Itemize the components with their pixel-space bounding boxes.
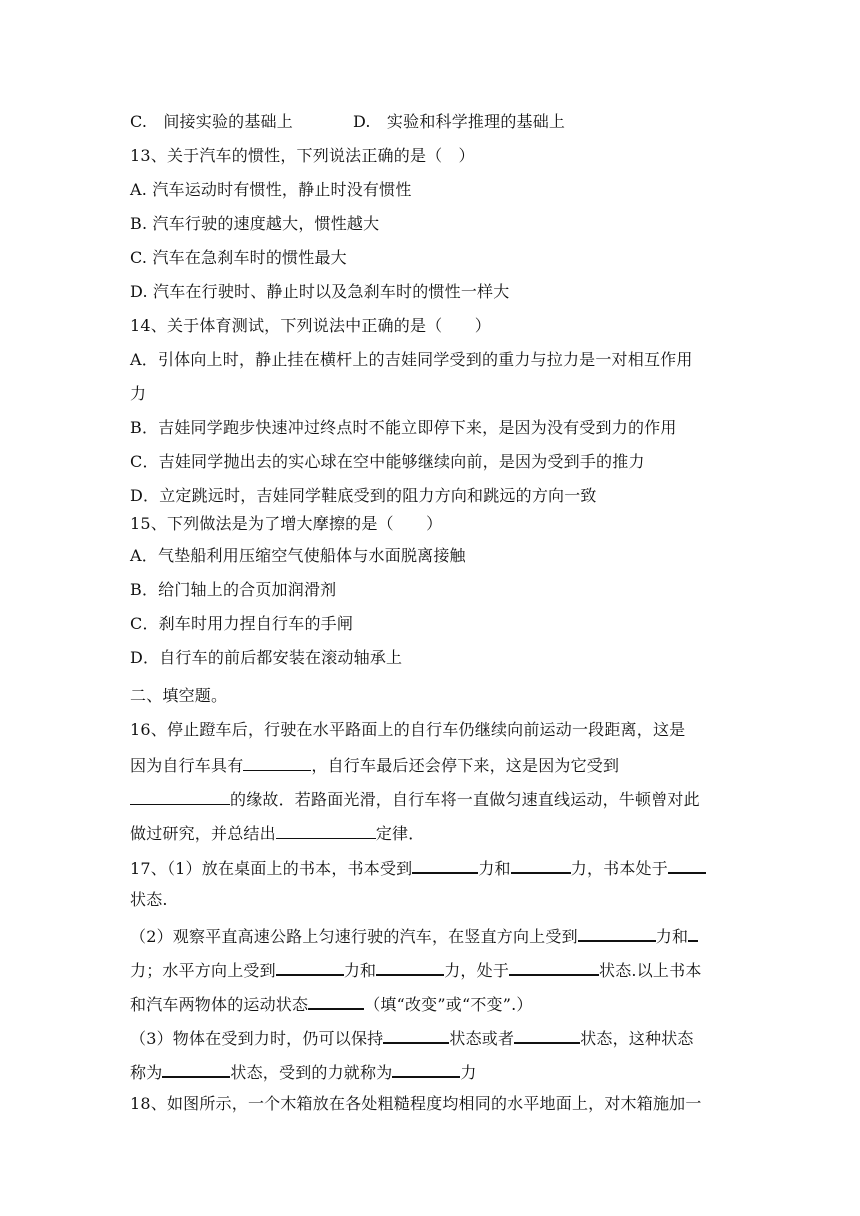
blank-17-2[interactable] (511, 856, 571, 874)
blank-17-11[interactable] (514, 1026, 580, 1044)
q14-option-b: B．吉娃同学跑步快速冲过终点时不能立即停下来，是因为没有受到力的作用 (130, 418, 677, 437)
question-17-part3-line1: （3）物体在受到力时，仍可以保持 状态或者 状态，这种状态 (130, 1026, 694, 1049)
question-17-part3-line2: 称为 状态，受到的力就称为 力 (130, 1060, 477, 1083)
blank-17-13[interactable] (392, 1060, 460, 1078)
blank-16-1[interactable] (243, 754, 311, 771)
option-c: C. 间接实验的基础上 (130, 112, 293, 131)
q12-options-cd (130, 112, 565, 132)
question-16-line3: 的缘故．若路面光滑，自行车将一直做匀速直线运动，牛顿曾对此 (130, 788, 700, 810)
blank-16-3[interactable] (276, 822, 376, 839)
q13-option-d: D. 汽车在行驶时、静止时以及急刹车时的惯性一样大 (130, 282, 510, 301)
blank-17-1[interactable] (412, 856, 478, 874)
q15-option-b: B．给门轴上的合页加润滑剂 (130, 580, 337, 599)
blank-17-7[interactable] (376, 958, 444, 976)
q14-option-c: C．吉娃同学抛出去的实心球在空中能够继续向前，是因为受到手的推力 (130, 452, 645, 471)
question-16-line1: 16、停止蹬车后，行驶在水平路面上的自行车仍继续向前运动一段距离，这是 (130, 720, 686, 739)
q15-option-a: A．气垫船利用压缩空气使船体与水面脱离接触 (130, 546, 466, 565)
question-15: 15、下列做法是为了增大摩擦的是（ ） (130, 514, 443, 533)
blank-17-10[interactable] (383, 1026, 449, 1044)
q15-option-d: D．自行车的前后都安装在滚动轴承上 (130, 648, 403, 667)
q14-option-a-line2: 力 (130, 384, 147, 403)
blank-17-3[interactable] (668, 856, 706, 874)
blank-17-4[interactable] (578, 924, 656, 942)
section-2-heading: 二、填空题。 (130, 686, 228, 705)
question-16-line2: 因为自行车具有 ，自行车最后还会停下来，这是因为它受到 (130, 756, 620, 775)
question-17-line2: 状态. (130, 890, 168, 909)
question-13: 13、关于汽车的惯性，下列说法正确的是（ ） (130, 146, 475, 165)
question-16-line4: 做过研究，并总结出 定律． (130, 824, 425, 843)
question-17-part2-line2: 力；水平方向上受到 力和 力，处于 状态.以上书本 (130, 958, 702, 981)
question-18-line1: 18、如图所示，一个木箱放在各处粗糙程度均相同的水平地面上，对木箱施加一 (130, 1094, 702, 1113)
question-17-line1: 17、（1）放在桌面上的书本，书本受到 力和 力，书本处于 (130, 856, 706, 879)
blank-17-5[interactable] (688, 924, 698, 942)
question-17-part2-line1: （2）观察平直高速公路上匀速行驶的汽车，在竖直方向上受到 力和 (130, 924, 698, 947)
blank-16-2[interactable] (130, 788, 230, 805)
question-14: 14、关于体育测试，下列说法中正确的是（ ） (130, 316, 491, 335)
q13-option-b: B. 汽车行驶的速度越大，惯性越大 (130, 214, 380, 233)
blank-17-6[interactable] (276, 958, 344, 976)
q14-option-d: D．立定跳远时，吉娃同学鞋底受到的阻力方向和跳远的方向一致 (130, 486, 597, 505)
option-d: D. 实验和科学推理的基础上 (352, 112, 566, 131)
question-17-part2-line3: 和汽车两物体的运动状态 （填“改变”或“不变”.） (130, 992, 533, 1015)
blank-17-12[interactable] (162, 1060, 230, 1078)
q13-option-c: C. 汽车在急刹车时的惯性最大 (130, 248, 347, 267)
q14-option-a-line1: A．引体向上时，静止挂在横杆上的吉娃同学受到的重力与拉力是一对相互作用 (130, 350, 693, 369)
blank-17-8[interactable] (509, 958, 599, 976)
q15-option-c: C．刹车时用力捏自行车的手闸 (130, 614, 354, 633)
q13-option-a: A. 汽车运动时有惯性，静止时没有惯性 (130, 180, 412, 199)
blank-17-9[interactable] (308, 992, 364, 1010)
